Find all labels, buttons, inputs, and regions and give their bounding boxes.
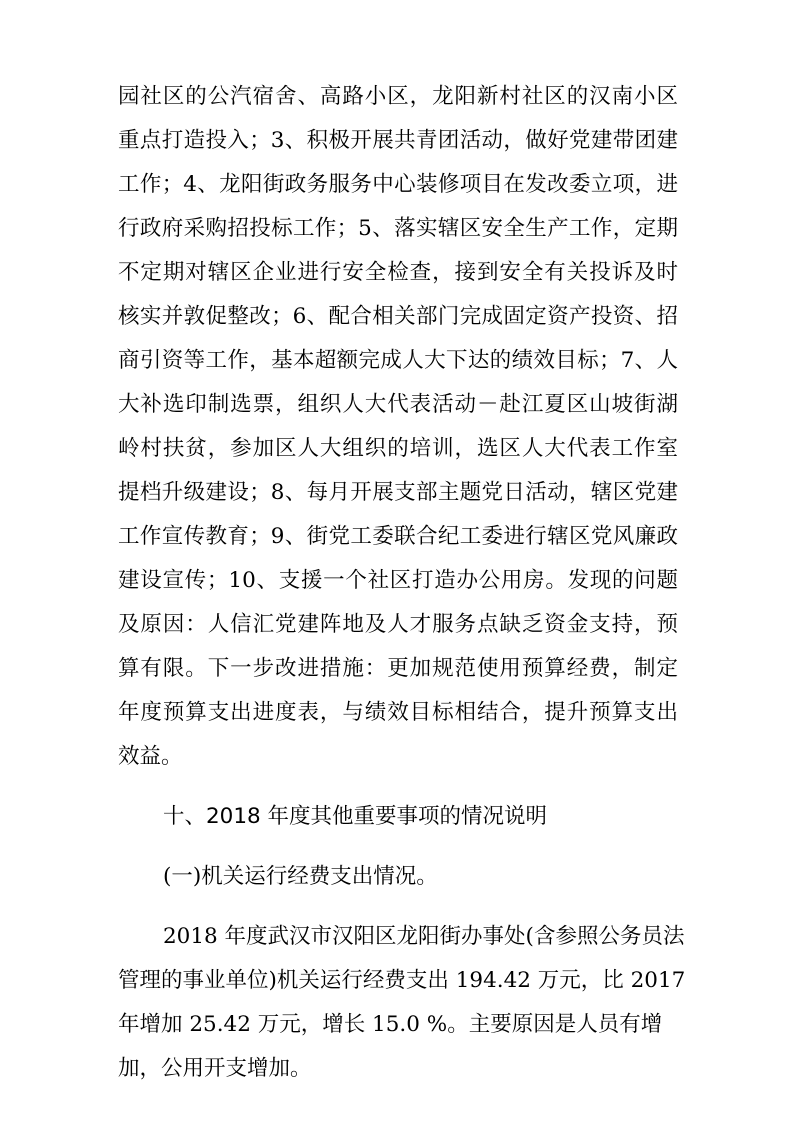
section-heading: 十、2018 年度其他重要事项的情况说明 <box>163 804 548 829</box>
paragraph-line: 提档升级建设；8、每月开展支部主题党日活动，辖区党建 <box>118 480 678 505</box>
paragraph-line: 核实并敦促整改；6、配合相关部门完成固定资产投资、招 <box>118 304 678 329</box>
paragraph-line: 岭村扶贫，参加区人大组织的培训，选区人大代表工作室 <box>118 436 678 461</box>
paragraph-line: 加，公用开支增加。 <box>118 1056 312 1081</box>
paragraph-line: 算有限。下一步改进措施：更加规范使用预算经费，制定 <box>118 656 678 681</box>
paragraph-line: 2018 年度武汉市汉阳区龙阳街办事处(含参照公务员法 <box>163 924 685 949</box>
paragraph-line: 工作；4、龙阳街政务服务中心装修项目在发改委立项，进 <box>118 172 678 197</box>
section-subheading: (一)机关运行经费支出情况。 <box>163 864 438 889</box>
paragraph-line: 管理的事业单位)机关运行经费支出 194.42 万元，比 2017 <box>118 968 686 993</box>
paragraph-line: 效益。 <box>118 744 183 769</box>
paragraph-line: 工作宣传教育；9、街党工委联合纪工委进行辖区党风廉政 <box>118 524 678 549</box>
paragraph-line: 商引资等工作，基本超额完成人大下达的绩效目标；7、人 <box>118 348 678 373</box>
paragraph-line: 建设宣传；10、支援一个社区打造办公用房。发现的问题 <box>118 568 678 593</box>
paragraph-line: 不定期对辖区企业进行安全检查，接到安全有关投诉及时 <box>118 260 678 285</box>
paragraph-line: 年度预算支出进度表，与绩效目标相结合，提升预算支出 <box>118 700 678 725</box>
paragraph-line: 年增加 25.42 万元，增长 15.0 %。主要原因是人员有增 <box>118 1012 663 1037</box>
paragraph-line: 大补选印制选票，组织人大代表活动－赴江夏区山坡街湖 <box>118 392 678 417</box>
paragraph-line: 及原因：人信汇党建阵地及人才服务点缺乏资金支持，预 <box>118 612 678 637</box>
paragraph-line: 行政府采购招投标工作；5、落实辖区安全生产工作，定期 <box>118 216 678 241</box>
paragraph-line: 重点打造投入；3、积极开展共青团活动，做好党建带团建 <box>118 128 678 153</box>
paragraph-line: 园社区的公汽宿舍、高路小区，龙阳新村社区的汉南小区 <box>118 84 678 109</box>
